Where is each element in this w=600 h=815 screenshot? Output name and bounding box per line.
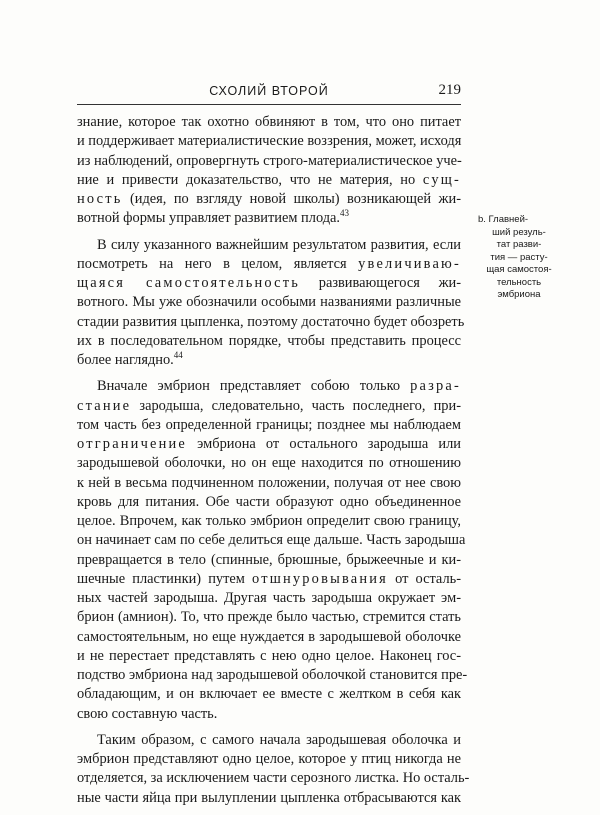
spaced-emphasis: ность <box>77 191 123 207</box>
body-text <box>77 113 470 815</box>
text-line <box>77 474 461 493</box>
text-run: зародыша, следовательно, часть последнего, при- <box>131 397 461 414</box>
text-line <box>77 132 461 151</box>
margin-note-line: щая самостоя- <box>486 264 552 275</box>
margin-note-line: эмбриона <box>497 289 541 300</box>
text-run: подство эмбриона над зародышевой оболочкой становится пре- <box>77 667 468 683</box>
text-line <box>77 731 461 750</box>
text-run: Таким образом, с самого начала зародышевая оболочка и <box>97 731 461 748</box>
text-run: зародышевой оболочки, но он еще находится по отношению <box>77 455 461 472</box>
text-line <box>77 769 470 788</box>
text-line <box>77 570 461 589</box>
text-run: к ней в весьма подчиненном положении, получая от нее свою <box>77 474 461 491</box>
text-run: ные части яйца при вылуплении цыпленка отбрасываются как <box>77 789 461 806</box>
text-run: стадии развития цыпленка, поэтому достаточно будет обозреть <box>77 313 465 330</box>
paragraph <box>77 113 461 229</box>
text-line <box>77 416 461 435</box>
text-line <box>77 512 461 531</box>
text-line <box>77 628 461 647</box>
spaced-emphasis: отграничение <box>77 436 187 452</box>
text-run: знание, которое так охотно обвиняют в том, что оно питает <box>77 114 461 130</box>
paragraph <box>77 236 465 371</box>
text-run: эмбриона от остального зародыша или <box>187 436 461 452</box>
text-run: кровь для питания. Обе части образуют одно объединенное <box>77 493 461 510</box>
text-line <box>77 152 461 171</box>
page-number: 219 <box>438 82 461 98</box>
text-run: свою составную часть. <box>77 705 218 722</box>
text-run: более наглядно. <box>77 352 174 368</box>
text-run: их в последовательном порядке, чтобы представить процесс <box>77 332 461 349</box>
text-line <box>77 493 461 512</box>
text-run: (идея, по взгляду новой школы) возникающей жи- <box>122 191 461 207</box>
spaced-emphasis: стание <box>77 397 132 414</box>
margin-note-line: ший резуль- <box>492 226 546 238</box>
text-run: обладающим, и он включает ее вместе с желтком в себя как <box>77 686 461 703</box>
spaced-emphasis: разра- <box>410 378 461 395</box>
text-line <box>77 332 461 351</box>
spaced-emphasis: сущ- <box>422 171 461 188</box>
margin-note-line: тия — расту- <box>490 251 548 263</box>
text-run: от осталь- <box>387 570 461 587</box>
margin-note-line: тат разви- <box>496 239 542 250</box>
text-line <box>77 190 461 209</box>
text-run: шечные пластинки) путем <box>77 570 253 587</box>
margin-note <box>478 214 560 302</box>
text-run: Вначале эмбрион представляет собою только <box>97 378 411 395</box>
text-line <box>77 397 461 416</box>
text-line <box>77 750 461 769</box>
text-line <box>77 171 461 190</box>
text-line <box>77 551 461 570</box>
text-line <box>77 274 461 293</box>
text-line <box>77 236 461 255</box>
text-run: превращается в тело (спинные, брюшные, брыжеечные и ки- <box>77 551 461 568</box>
text-line <box>77 531 466 550</box>
header-rule <box>77 104 461 105</box>
text-line <box>77 589 461 608</box>
text-line <box>77 435 461 454</box>
text-run: ных частей зародыша. Другая часть зародыша окружает эм- <box>77 590 461 606</box>
text-line <box>77 209 461 228</box>
margin-note-line: b. Главней- <box>478 214 529 225</box>
footnote-ref[interactable]: 43 <box>340 208 350 219</box>
text-line <box>77 705 461 724</box>
text-line <box>77 647 461 666</box>
text-run: посмотреть на него в целом, является <box>77 255 359 272</box>
text-line <box>77 789 461 808</box>
text-run: эмбрион представляют одно целое, которое у птиц никогда не <box>77 751 461 767</box>
text-line <box>77 377 461 396</box>
text-line <box>77 313 465 332</box>
text-run: и поддерживает материалистические воззрения, может, исходя <box>77 133 462 150</box>
footnote-ref[interactable]: 44 <box>173 350 183 361</box>
text-run: он начинает сам по себе делиться еще дальше. Часть зародыша <box>77 532 466 549</box>
text-run: вотной формы управляет развитием плода. <box>77 210 341 227</box>
running-title: СХОЛИЙ ВТОРОЙ <box>209 84 329 98</box>
text-run: ние и привести доказательство, что не материя, но <box>77 171 423 188</box>
text-line <box>77 608 461 627</box>
text-run: из наблюдений, опровергнуть строго-материалистическое уче- <box>77 152 462 169</box>
page-header <box>77 84 461 102</box>
text-line <box>77 255 461 274</box>
text-run: развивающегося жи- <box>300 275 462 291</box>
text-line <box>77 113 461 132</box>
text-line <box>77 666 468 685</box>
spaced-emphasis: увеличиваю- <box>358 255 461 272</box>
text-line <box>77 351 461 370</box>
spaced-emphasis: щаяся самостоятельность <box>77 275 300 291</box>
text-line <box>77 685 461 704</box>
paragraph <box>77 377 468 724</box>
spaced-emphasis: отшнуровывания <box>252 570 388 587</box>
text-run: целое. Впрочем, как только эмбрион определит свою границу, <box>77 513 461 529</box>
text-run: самостоятельным, но еще нуждается в зародышевой оболочке <box>77 628 461 645</box>
margin-note-line: тельность <box>496 276 542 288</box>
text-run: и не перестает представлять с нею одно целое. Наконец гос- <box>77 647 461 664</box>
text-line <box>77 454 461 473</box>
text-line <box>77 293 461 312</box>
text-run: вотного. Мы уже обозначили особыми названиями различные <box>77 294 461 311</box>
text-run: брион (амнион). То, что прежде было частью, стремится стать <box>77 609 461 626</box>
text-run: В силу указанного важнейшим результатом развития, если <box>97 236 461 253</box>
text-run: отделяется, за исключением части серозного листка. Но осталь- <box>77 770 470 787</box>
paragraph <box>77 731 470 808</box>
text-run: том часть без определенной границы; позднее мы наблюдаем <box>77 416 461 433</box>
